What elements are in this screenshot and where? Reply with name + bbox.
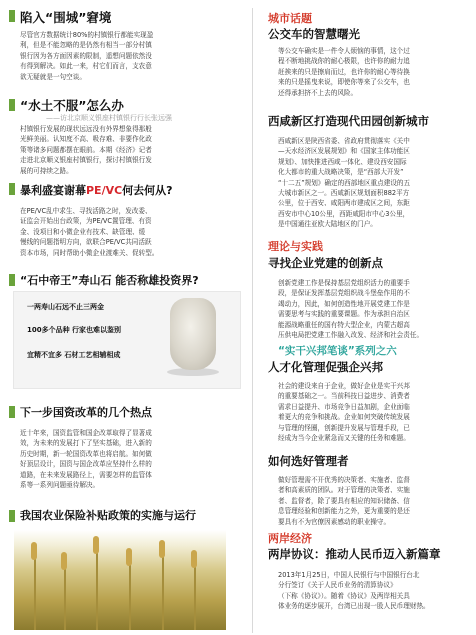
rice-stalk xyxy=(162,548,164,630)
rice-stalk xyxy=(64,560,66,630)
section-title: 陷入“围城”窘境 xyxy=(20,10,112,25)
section-title: 公交车的智慧曙光 xyxy=(268,27,360,41)
section-body: 等公交车确实是一件令人烦恼的事情，这个过 程不断地挑战你的耐心极限，也许你的耐力追 赶挨来的只是擦肩而过，也许你的耐心等待换 来的只是摇曳来说，即使你等来了公交车，也 还得承担挤不上去的风险。 xyxy=(278,47,410,97)
section-title: 我国农业保险补贴政策的实施与运行 xyxy=(20,509,196,522)
list-item: 宜精不宜多 石材工艺相辅相成 xyxy=(27,351,121,359)
section-body: 西咸新区是陕西省委、省政府贯彻落实《关中 —天水经济区发展规划》和《国家主体功能区 规划》、加快推进西咸一体化、建设西安国际 化大都市的重大战略决策，是“西部大开发” “十二五”规划》确定的西部地区重点建设的五 大城市新区之一。西咸新区规划面积882平方 公里，位于西安、咸阳两市建成区之间，东距 西安市中心10公里，西距咸阳市中心3公里， 是中国通往亚欧大陆地区的门户。 xyxy=(278,137,411,229)
rice-stalk xyxy=(194,558,196,630)
section-marker-bar xyxy=(9,406,15,418)
right-column xyxy=(254,0,476,635)
section-marker-bar xyxy=(9,510,15,522)
column-divider xyxy=(252,8,253,633)
section-body: 创新党建工作是保持基层党组织活力的重要手 段，是保证发挥基层党组织战斗堡垒作用的不 竭动力，因此，如何创造性地开展党建工作是 需要思考与实践的重要课题。作为承担自治区 能源战略重任的国有特大型企业，内蒙古超高 压供电局把党建工作融入改发、经济和社会责任。 xyxy=(278,279,424,340)
section-kicker: 两岸经济 xyxy=(268,532,312,545)
title-highlight: PE/VC xyxy=(86,184,123,197)
section-title: “水土不服”怎么办 xyxy=(20,98,124,113)
section-kicker: 理论与实践 xyxy=(268,240,323,253)
section-body: 社会的建设来自于企业，做好企业是实干兴邦 的重要基础之一。当前科技日益进步、消费者 需求日益提升、市场竞争日益加剧，企业面临 着更大的竞争和挑战。企业如何突破传统发展 与管理的怪圈，创新提升发展与管理手段，已 经成为当今企业紧急而又关键的任务和难题。 xyxy=(278,382,410,443)
rice-head xyxy=(31,542,37,560)
section-kicker: “实干兴邦笔谈”系列之六 xyxy=(278,345,397,357)
rice-field-image xyxy=(14,530,226,630)
rice-stalk xyxy=(96,544,98,630)
rice-head xyxy=(61,552,67,570)
section-title: 西咸新区打造现代田园创新城市 xyxy=(268,114,429,128)
rice-head xyxy=(126,548,132,566)
rice-stalk xyxy=(129,556,131,630)
section-marker-bar xyxy=(9,274,15,286)
section-marker-bar xyxy=(9,183,15,195)
rice-stalk xyxy=(34,550,36,630)
section-body: 近十年来，国资监管和国企改革取得了显著成 效，为未来的发展打下了坚实基础，进入新的 历史时期，新一轮国资改革也将启航。如何做 好顶层设计，国资与国企改革应坚持什么样的 道路，在未来发展路径上，需要怎样的监管体 系等一系列问题亟待解决。 xyxy=(20,429,152,490)
shoushan-stone-image xyxy=(170,298,216,370)
section-body: 做好管理需不开优秀的决策者、实施者、监督 者和高素质的团队。对于管理的决策者、实施 者、监督者，除了要具有相应的知识储备、信 息管理经验和创新能力之外，更为重要的是还 要具有不为官僚因素感动的职业操守。 xyxy=(278,476,410,526)
section-body: 2013年1月25日，中国人民银行与中国银行台北 分行签订《关于人民币业务的清算协议》 （下称《协议》）。随着《协议》及两岸相关具 体业务的逐步展开，台湾已出现一股人民币理财热。 xyxy=(278,571,430,611)
section-title: 下一步国资改革的几个热点 xyxy=(20,406,152,419)
section-title: 两岸协议：推动人民币迈入新篇章 xyxy=(268,547,441,561)
section-title xyxy=(20,182,173,198)
section-body: 尽管官方数据统计80%的村镇银行都能实现盈 利，但是不能忽略的是仍然有相当一部分村镇 银行因为各方面因素的限制，遥想问题依然没 有得到解决。如此一来，村它们而言，支农意 欲无疑就是一句空谈。 xyxy=(20,31,154,81)
section-title: 人才化管理促强企兴邦 xyxy=(268,360,383,374)
list-item: 一两寿山石远不止三两金 xyxy=(27,303,104,311)
section-body: 在PE/VC乱中求生、寻找活路之时，发改委、 证监会开始出台政策，为PE/VC置管理、有资 金、没项目和小微企业有技术、缺管理、缓 慢线的问题指明方向，欲联合PE/VC共同活跃 资本市场，同时帮助小微企业渡难关、促转型。 xyxy=(20,207,159,257)
rice-head xyxy=(93,536,99,554)
section-title: 寻找企业党建的创新点 xyxy=(268,256,383,270)
title-suffix: 何去何从? xyxy=(122,184,173,197)
title-prefix: 暴利盛宴谢幕 xyxy=(20,184,86,197)
section-marker-bar xyxy=(9,99,15,111)
rice-head xyxy=(191,550,197,568)
section-marker-bar xyxy=(9,10,15,22)
list-item: 100多个品种 行家也难以鉴别 xyxy=(27,326,122,334)
rice-head xyxy=(159,540,165,558)
section-title: 如何选好管理者 xyxy=(268,454,349,468)
section-title: “石中帝王”寿山石 能否称雄投资界? xyxy=(20,274,199,287)
section-kicker: 城市话题 xyxy=(268,12,312,25)
section-subtitle: ——访北京顺义银座村镇银行行长张远强 xyxy=(46,114,172,122)
section-body: 村镇银行发展的现状远远没有外界想象得那般 光鲜美丽。认知度不高、吸存难、非要作化政 策等诸多问题都摆在眼前。本期《经济》记者 走进北京顺义银座村镇银行，探讨村镇银行发 展的可持续之路。 xyxy=(20,125,152,175)
